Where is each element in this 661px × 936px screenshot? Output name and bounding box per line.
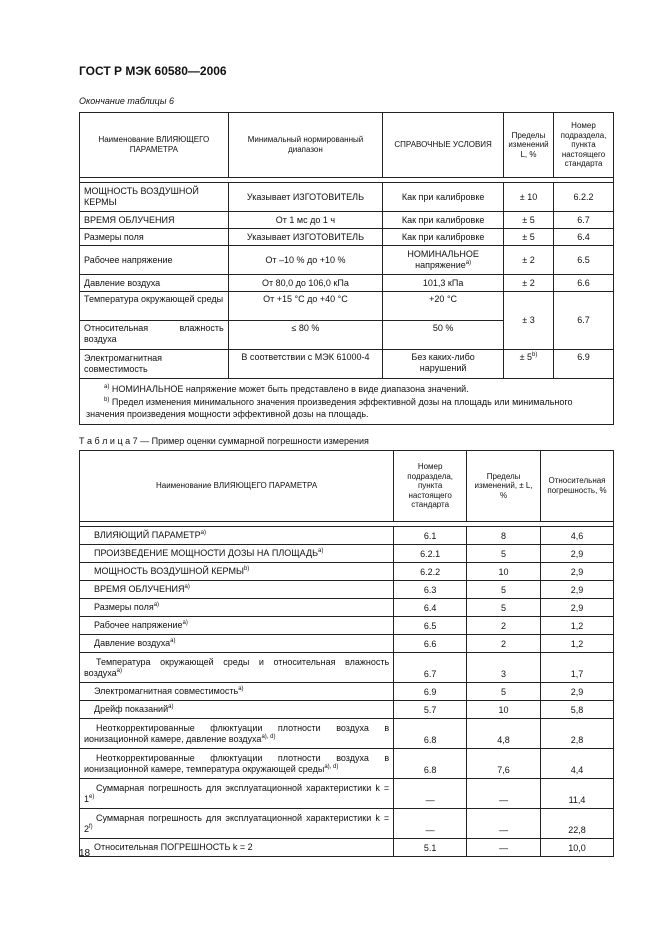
header-param: Наименование ВЛИЯЮЩЕГО ПАРАМЕТРА: [80, 113, 229, 178]
param-text: Температура окружающей среды и относительная влажность воздуха: [84, 656, 390, 678]
param-cell: [80, 527, 394, 545]
footnote-mark: b): [243, 566, 250, 573]
range-cell: Указывает ИЗГОТОВИТЕЛЬ: [228, 229, 383, 246]
section-cell: 6.3: [394, 581, 467, 599]
footnote-mark: a): [200, 530, 206, 537]
footnote-text: Предел изменения минимального значения произведения эффективной дозы на площадь или минимального значения произведения мощности эффективной дозы на площадь.: [86, 396, 573, 420]
table6-continuation-caption: Окончание таблицы 6: [79, 96, 174, 106]
section-cell: 6.8: [394, 749, 467, 779]
param-text: МОЩНОСТЬ ВОЗДУШНОЙ КЕРМЫ: [94, 566, 244, 577]
param-cell: Давление воздуха: [80, 275, 229, 292]
ref-cell: Без каких-либо нарушений: [383, 350, 504, 379]
footnote-b: [86, 396, 607, 421]
table-row: [80, 599, 614, 617]
param-cell: [80, 683, 394, 701]
error-cell: 10,0: [541, 839, 614, 857]
section-cell: —: [394, 779, 467, 809]
error-cell: 2,9: [541, 683, 614, 701]
ref-cell: +20 °С: [383, 292, 504, 321]
limit-cell: ± 2: [504, 246, 554, 275]
section-cell: 6.9: [553, 350, 613, 379]
limit-cell: 2: [467, 635, 541, 653]
error-cell: 2,9: [541, 563, 614, 581]
ref-cell: [383, 246, 504, 275]
param-cell: [80, 839, 394, 857]
table-row: [80, 183, 614, 212]
section-cell: 6.2.1: [394, 545, 467, 563]
error-cell: 22,8: [541, 809, 614, 839]
header-min-range: Минимальный нормированный диапазон: [228, 113, 383, 178]
limit-cell: 5: [467, 599, 541, 617]
table-row: [80, 350, 614, 379]
table-row: [80, 653, 614, 683]
error-cell: 2,9: [541, 581, 614, 599]
limit-cell: ± 2: [504, 275, 554, 292]
table-row: [80, 809, 614, 839]
error-cell: 1,7: [541, 653, 614, 683]
param-cell: МОЩНОСТЬ ВОЗДУШНОЙ КЕРМЫ: [80, 183, 229, 212]
param-cell: [80, 581, 394, 599]
section-cell: 6.7: [553, 212, 613, 229]
param-cell: [80, 617, 394, 635]
limit-cell: 7,6: [467, 749, 541, 779]
range-cell: ≤ 80 %: [228, 321, 383, 350]
param-text: ПРОИЗВЕДЕНИЕ МОЩНОСТИ ДОЗЫ НА ПЛОЩАДЬ: [94, 548, 318, 559]
header-param: Наименование ВЛИЯЮЩЕГО ПАРАМЕТРА: [80, 451, 394, 522]
table-row: [80, 617, 614, 635]
param-cell: [80, 701, 394, 719]
section-cell: 6.7: [394, 653, 467, 683]
limit-cell: 5: [467, 581, 541, 599]
table-row: [80, 229, 614, 246]
table-row: [80, 779, 614, 809]
param-text: Суммарная погрешность для эксплуатационной характеристики k = 1: [84, 782, 390, 804]
table-row: [80, 683, 614, 701]
footnote-text: НОМИНАЛЬНОЕ напряжение может быть представлено в виде диапазона значений.: [111, 384, 469, 394]
error-cell: 2,8: [541, 719, 614, 749]
header-ref-conditions: СПРАВОЧНЫЕ УСЛОВИЯ: [383, 113, 504, 178]
section-cell: —: [394, 809, 467, 839]
param-cell: ВРЕМЯ ОБЛУЧЕНИЯ: [80, 212, 229, 229]
table-row: [80, 246, 614, 275]
footnote-mark: a): [465, 260, 472, 266]
page-number: 18: [79, 848, 91, 859]
param-cell: Рабочее напряжение: [80, 246, 229, 275]
section-cell: 6.4: [553, 229, 613, 246]
limit-cell: 10: [467, 701, 541, 719]
limit-cell: ± 10: [504, 183, 554, 212]
limit-cell: ± 3: [504, 292, 554, 350]
param-text: Давление воздуха: [94, 638, 171, 649]
document-title: ГОСТ Р МЭК 60580—2006: [79, 64, 227, 78]
section-cell: 6.9: [394, 683, 467, 701]
table7-caption: Т а б л и ц а 7 — Пример оценки суммарной погрешности измерения: [79, 436, 369, 446]
error-cell: 5,8: [541, 701, 614, 719]
table7-header-row: [80, 451, 614, 522]
error-cell: 4,4: [541, 749, 614, 779]
footnote-mark: a): [168, 704, 174, 711]
param-text: Неоткорректированные флюктуации плотности воздуха в ионизационной камере, температура окружающей среды: [84, 752, 390, 774]
param-cell: [80, 653, 394, 683]
param-cell: [80, 635, 394, 653]
table-row: [80, 701, 614, 719]
range-cell: Указывает ИЗГОТОВИТЕЛЬ: [228, 183, 383, 212]
limit-cell: ± 5: [504, 212, 554, 229]
table-row: [80, 635, 614, 653]
param-text: Размеры поля: [94, 602, 154, 613]
range-cell: От +15 °С до +40 °С: [228, 292, 383, 321]
ref-cell: Как при калибровке: [383, 183, 504, 212]
table-row: [80, 292, 614, 321]
section-cell: 6.7: [553, 292, 613, 350]
limit-cell: 10: [467, 563, 541, 581]
footnote-mark: a), d): [261, 733, 276, 740]
ref-cell: Как при калибровке: [383, 229, 504, 246]
section-cell: 5.7: [394, 701, 467, 719]
footnote-a: [86, 383, 607, 396]
ref-cell: 50 %: [383, 321, 504, 350]
param-text: Относительная ПОГРЕШНОСТЬ k = 2: [94, 842, 253, 853]
limit-cell: —: [467, 809, 541, 839]
footnote-mark: a): [104, 384, 110, 390]
limit-cell: 2: [467, 617, 541, 635]
limit-cell: —: [467, 839, 541, 857]
param-cell: [80, 749, 394, 779]
section-cell: 6.5: [394, 617, 467, 635]
limit-cell: 3: [467, 653, 541, 683]
footnote-mark: e): [89, 793, 95, 800]
table-row: [80, 275, 614, 292]
section-cell: 6.6: [553, 275, 613, 292]
section-cell: 6.5: [553, 246, 613, 275]
table-7: [79, 450, 614, 857]
error-cell: 2,9: [541, 545, 614, 563]
table-6: [79, 112, 614, 425]
error-cell: 1,2: [541, 617, 614, 635]
param-text: Электромагнитная совместимость: [94, 686, 239, 697]
limit-cell: —: [467, 779, 541, 809]
header-section: Номер подраздела, пункта настоящего стандарта: [553, 113, 613, 178]
param-cell: [80, 599, 394, 617]
table-row: [80, 719, 614, 749]
limit-cell: ± 5: [504, 229, 554, 246]
table6-notes-row: [80, 379, 614, 425]
table-row: [80, 545, 614, 563]
param-cell: [80, 719, 394, 749]
table-row: [80, 839, 614, 857]
limit-cell: 5: [467, 683, 541, 701]
error-cell: 11,4: [541, 779, 614, 809]
param-cell: Электромагнитная совместимость: [80, 350, 229, 379]
error-cell: 2,9: [541, 599, 614, 617]
param-cell: [80, 779, 394, 809]
param-cell: Температура окружающей среды: [80, 292, 229, 321]
table-row: [80, 527, 614, 545]
footnote-mark: a): [182, 620, 188, 627]
table-row: [80, 563, 614, 581]
section-cell: 6.1: [394, 527, 467, 545]
param-text: Рабочее напряжение: [94, 620, 183, 631]
range-cell: От 1 мс до 1 ч: [228, 212, 383, 229]
section-cell: 6.2.2: [553, 183, 613, 212]
section-cell: 6.4: [394, 599, 467, 617]
footnote-mark: a): [153, 602, 160, 609]
ref-text: НОМИНАЛЬНОЕ напряжение: [407, 249, 479, 270]
table-row: [80, 581, 614, 599]
range-cell: В соответствии с МЭК 61000-4: [228, 350, 383, 379]
header-error: Относительная погрешность, %: [541, 451, 614, 522]
table6-notes: [80, 379, 614, 425]
footnote-mark: a): [317, 548, 324, 555]
footnote-mark: f): [89, 823, 93, 830]
section-cell: 5.1: [394, 839, 467, 857]
param-text: ВЛИЯЮЩИЙ ПАРАМЕТР: [94, 530, 201, 541]
param-cell: Относительная влажность воздуха: [80, 321, 229, 350]
footnote-mark: a), d): [324, 763, 339, 770]
ref-cell: 101,3 кПа: [383, 275, 504, 292]
header-limits: Пределы изменений L, %: [504, 113, 554, 178]
section-cell: 6.6: [394, 635, 467, 653]
limit-cell: 4,8: [467, 719, 541, 749]
table-row: [80, 212, 614, 229]
range-cell: От –10 % до +10 %: [228, 246, 383, 275]
param-text: Суммарная погрешность для эксплуатационной характеристики k = 2: [84, 812, 390, 834]
header-section: Номер подраздела, пункта настоящего стандарта: [394, 451, 467, 522]
param-text: Дрейф показаний: [94, 704, 169, 715]
footnote-mark: a): [116, 667, 123, 674]
section-cell: 6.8: [394, 719, 467, 749]
param-text: Неоткорректированные флюктуации плотности воздуха в ионизационной камере, давление воздуха: [84, 722, 390, 744]
footnote-mark: a): [170, 638, 176, 645]
table6-header-row: [80, 113, 614, 178]
footnote-mark: b): [104, 396, 110, 403]
param-cell: [80, 563, 394, 581]
param-cell: [80, 545, 394, 563]
error-cell: 1,2: [541, 635, 614, 653]
param-cell: Размеры поля: [80, 229, 229, 246]
limit-cell: 5: [467, 545, 541, 563]
limit-cell: 8: [467, 527, 541, 545]
param-text: ВРЕМЯ ОБЛУЧЕНИЯ: [94, 584, 185, 595]
header-limits: Пределы изменений, ± L, %: [467, 451, 541, 522]
table-row: [80, 749, 614, 779]
error-cell: 4,6: [541, 527, 614, 545]
footnote-mark: a): [184, 584, 190, 591]
limit-cell: [504, 350, 554, 379]
footnote-mark: b): [532, 352, 538, 358]
param-cell: [80, 809, 394, 839]
range-cell: От 80,0 до 106,0 кПа: [228, 275, 383, 292]
section-cell: 6.2.2: [394, 563, 467, 581]
footnote-mark: a): [238, 686, 244, 693]
limit-text: ± 5: [519, 352, 533, 362]
ref-cell: Как при калибровке: [383, 212, 504, 229]
